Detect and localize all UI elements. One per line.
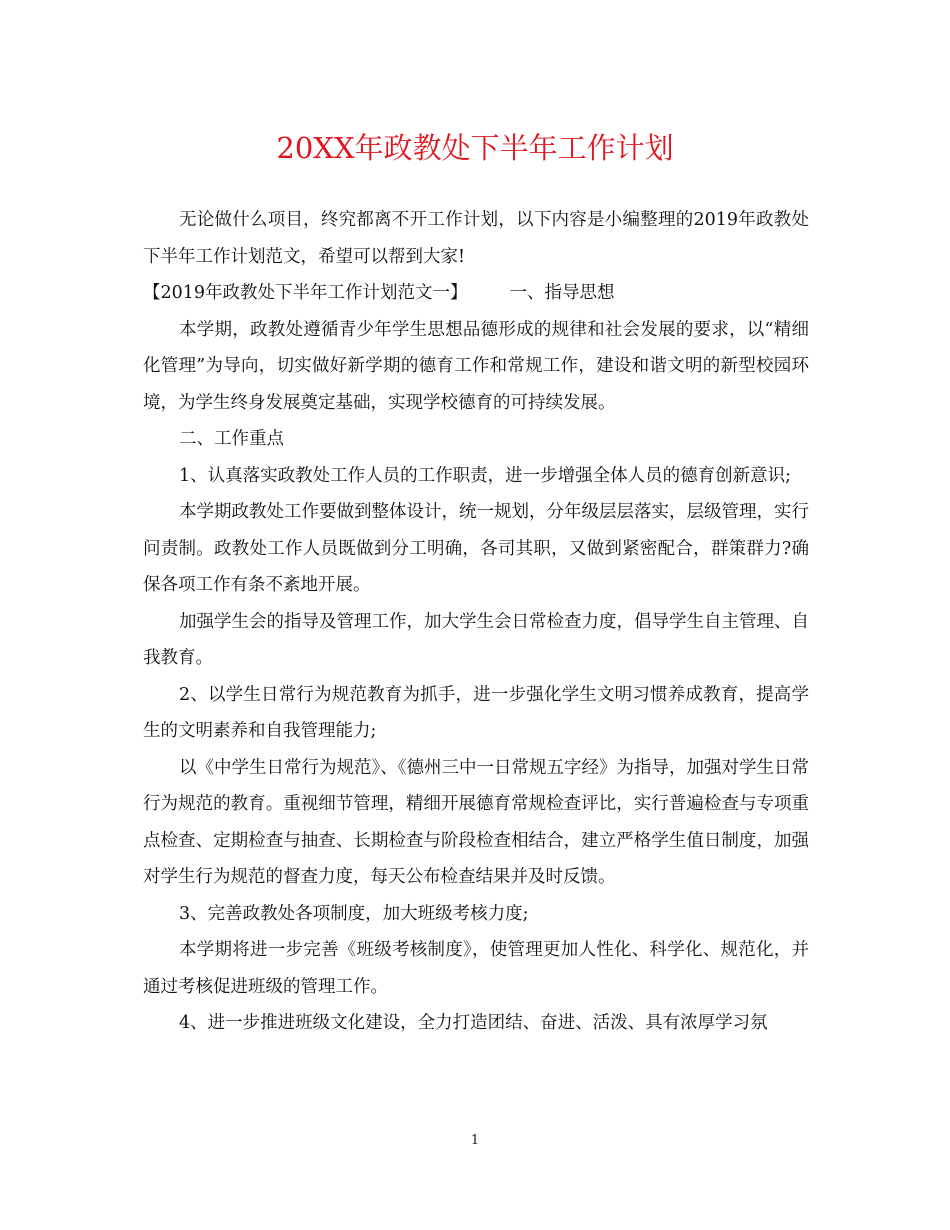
body-paragraph-design: 本学期政教处工作要做到整体设计，统一规划，分年级层层落实，层级管理，实行问责制。政教处工作人员既做到分工明确，各司其职，又做到紧密配合，群策群力?确保各项工作有条不紊地开展。 (143, 502, 809, 595)
intro-paragraph: 无论做什么项目，终究都离不开工作计划，以下内容是小编整理的2019年政教处下半年工作计划范文，希望可以帮到大家! (143, 210, 809, 267)
body-paragraph-assessment: 本学期将进一步完善《班级考核制度》，使管理更加人性化、科学化、规范化，并通过考核促进班级的管理工作。 (143, 940, 809, 997)
body-paragraph-guiding: 本学期，政教处遵循青少年学生思想品德形成的规律和社会发展的要求，以“精细化管理”为导向，切实做好新学期的德育工作和常规工作，建设和谐文明的新型校园环境，为学生终身发展奠定基础，实现学校德育的可持续发展。 (143, 319, 809, 413)
section-work-focus-heading: 二、工作重点 (179, 429, 284, 449)
document-body (143, 202, 809, 1042)
body-paragraph-norms: 以《中学生日常行为规范》、《德州三中一日常规五字经》为指导，加强对学生日常行为规范的教育。重视细节管理，精细开展德育常规检查评比，实行普遍检查与专项重点检查、定期检查与抽查、长期检查与阶段检查相结合，建立严格学生值日制度，加强对学生行为规范的督查力度，每天公布检查结果并及时反馈。 (143, 757, 809, 887)
page-number: 1 (470, 1133, 480, 1148)
document-title: 20XX年政教处下半年工作计划 (276, 131, 674, 165)
body-paragraph-item-2: 2、以学生日常行为规范教育为抓手，进一步强化学生文明习惯养成教育，提高学生的文明素养和自我管理能力; (143, 684, 809, 741)
section-heading-line (143, 275, 809, 312)
body-paragraph-item-3: 3、完善政教处各项制度，加大班级考核力度; (179, 903, 529, 924)
body-paragraph-student-union: 加强学生会的指导及管理工作，加大学生会日常检查力度，倡导学生自主管理、自我教育。 (143, 611, 809, 668)
body-paragraph-item-4: 4、进一步推进班级文化建设，全力打造团结、奋进、活泼、具有浓厚学习氛 (179, 1013, 768, 1033)
guiding-ideology-heading: 一、指导思想 (509, 283, 615, 303)
body-paragraph-item-1: 1、认真落实政教处工作人员的工作职责，进一步增强全体人员的德育创新意识; (179, 465, 792, 486)
template-heading: 【2019年政教处下半年工作计划范文一】 (143, 283, 468, 303)
